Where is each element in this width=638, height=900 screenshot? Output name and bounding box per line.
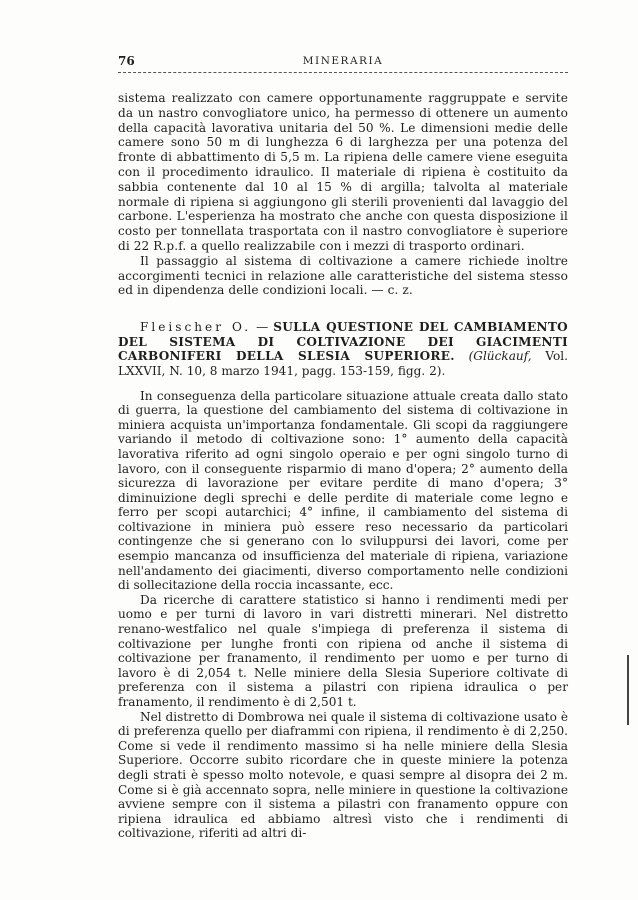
entry-heading [118, 320, 568, 378]
continued-paragraph-1: sistema realizzato con camere opportunamente raggruppate e servite da un nastro convogliatore unico, ha permesso di ottenere un aumento della capacità lavorativa unitaria del 50 %. Le dimensioni medie delle camere sono 50 m di lunghezza 6 di larghezza per una potenza del fronte di abbattimento di 5,5 m. La ripiena delle camere viene eseguita con il procedimento idraulico. Il materiale di ripiena è costituito da sabbia contenente dal 10 al 15 % di argilla; talvolta al materiale normale di ripiena si aggiungono gli sterili provenienti dal lavaggio del carbone. L'esperienza ha mostrato che anche con questa disposizione il costo per tonnellata trasportata con il nastro convogliatore è superiore di 22 R.p.f. a quello realizzabile con i mezzi di trasporto ordinari. [118, 91, 568, 253]
entry-paragraph-3: Nel distretto di Dombrowa nei quale il sistema di coltivazione usato è di preferenza quello per diaframmi con ripiena, il rendimento è di 2,250. Come si vede il rendimento massimo si ha nelle miniere della Slesia Superiore. Occorre subito ricordare che in queste miniere la potenza degli strati è spesso molto notevole, e quasi sempre al disopra dei 2 m. Come si è già accennato sopra, nelle miniere in questione la coltivazione avviene sempre con il sistema a pilastri con franamento oppure con ripiena idraulica ed abbiamo altresì visto che i rendimenti di coltivazione, riferiti ad altri di- [118, 709, 568, 841]
entry-dash: — [251, 320, 274, 335]
entry-title: SULLA QUESTIONE DEL CAMBIAMENTO DEL SISTEMA DI COLTIVAZIONE DEI GIACIMENTI CARBONIFERI DELLA SLESIA SUPERIORE. [118, 320, 568, 364]
entry-paragraph-1: In conseguenza della particolare situazione attuale creata dallo stato di guerra, la questione del cambiamento del sistema di coltivazione in miniera acquista un'importanza fondamentale. Gli scopi da raggiungere variando il metodo di coltivazione sono: 1° aumento della capacità lavorativa riferito ad ogni singolo operaio e per ogni singolo turno di lavoro, con il conseguente risparmio di mano d'opera; 2° aumento della sicurezza di lavorazione per evitare perdite di mano d'opera; 3° diminuizione degli sprechi e delle perdite di materiale come legno e ferro per scopi autarchici; 4° infine, il cambiamento del sistema di coltivazione in miniera può essere reso necessario da particolari contingenze che si generano con lo sviluppursi dei lavori, come per esempio mancanza od insufficienza del materiale di ripiena, variazione nell'andamento dei giacimenti, diverso comportamento nelle condizioni di sollecitazione della roccia incassante, ecc. [118, 388, 568, 593]
bibliographic-entry [118, 320, 568, 841]
running-title: MINERARIA [302, 55, 384, 67]
entry-citation: Vol. LXXVII, N. 10, 8 marzo 1941, pagg. 153-159, figg. 2). [118, 349, 568, 378]
entry-paragraph-2: Da ricerche di carattere statistico si hanno i rendimenti medi per uomo e per turni di lavoro in vari distretti minerari. Nel distretto renano-westfalico nel quale s'impiega di preferenza il sistema di coltivazione per lunghe fronti con ripiena od anche il sistema di coltivazione per franamento, il rendimento per uomo e per turno di lavoro è di 2,054 t. Nelle miniere della Slesia Superiore coltivate di preferenza con il sistema a pilastri con ripiena idraulica o per franamento, il rendimento è di 2,501 t. [118, 592, 568, 709]
page-number: 76 [118, 54, 135, 68]
header-rule [118, 72, 568, 73]
running-head [118, 54, 568, 70]
entry-journal: (Glückauf, [468, 349, 532, 364]
margin-mark [627, 655, 629, 725]
entry-author: Fleischer O. [140, 320, 252, 335]
page [118, 54, 568, 841]
continued-paragraph-2: Il passaggio al sistema di coltivazione a camere richiede inoltre accorgimenti tecnici in relazione alle caratteristiche del sistema stesso ed in dipendenza delle condizioni locali. — c. z. [118, 253, 568, 298]
